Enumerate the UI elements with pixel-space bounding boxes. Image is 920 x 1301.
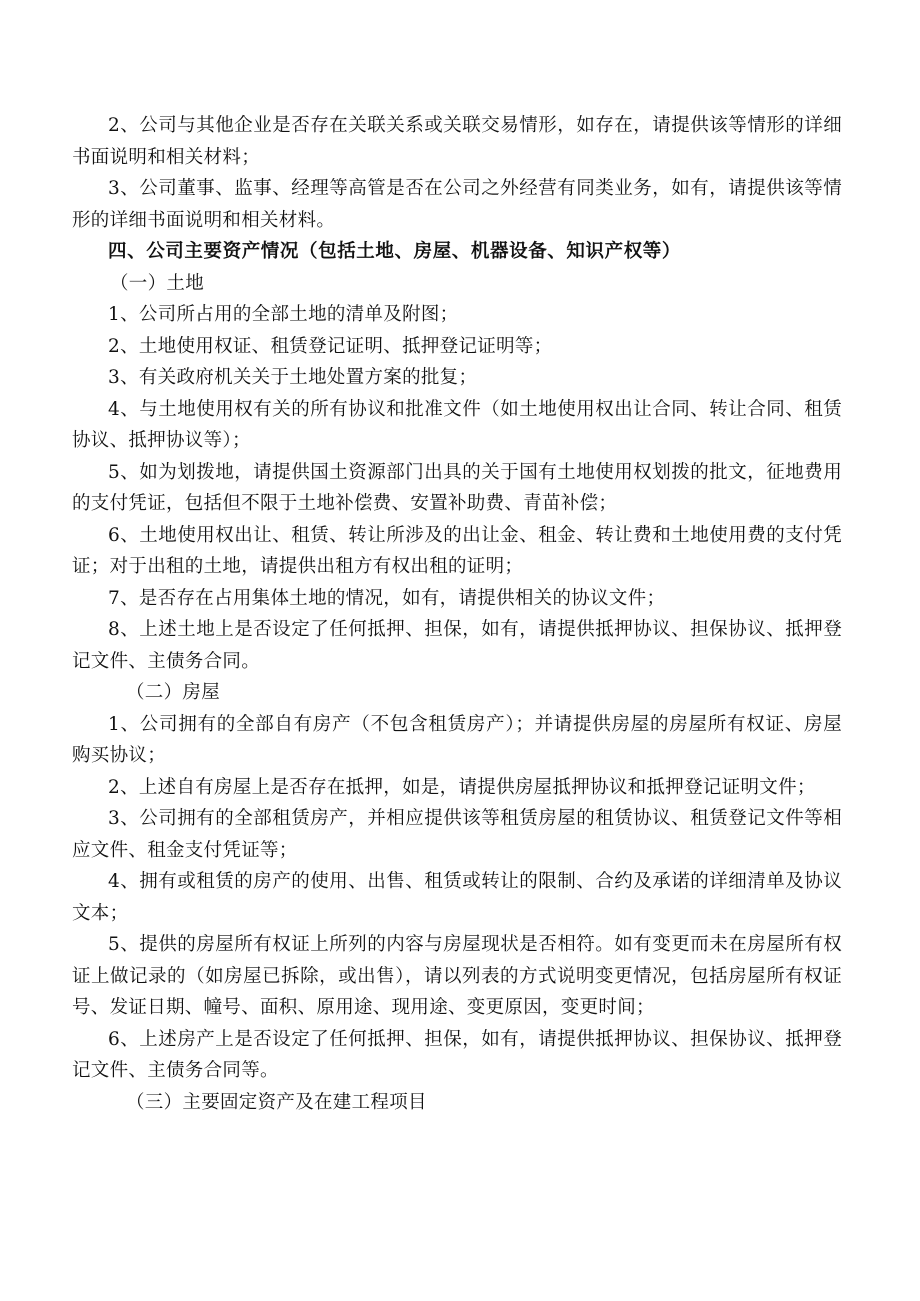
paragraph-property-mortgage: 2、上述自有房屋上是否存在抵押，如是，请提供房屋抵押协议和抵押登记证明文件； <box>108 776 816 798</box>
paragraph-owned-property: 1、公司拥有的全部自有房产（不包含租赁房产）；并请提供房屋的房屋所有权证、房屋购买协议； <box>72 713 842 766</box>
paragraph-executives-competing-business: 3、公司董事、监事、经理等高管是否在公司之外经营有同类业务，如有，请提供该等情形的详细书面说明和相关材料。 <box>72 178 842 231</box>
paragraph-property-guarantee: 6、上述房产上是否设定了任何抵押、担保，如有，请提供抵押协议、担保协议、抵押登记文件、主债务合同等。 <box>72 1028 842 1081</box>
paragraph-property-restrictions: 4、拥有或租赁的房产的使用、出售、租赁或转让的限制、合约及承诺的详细清单及协议文本； <box>72 871 842 924</box>
subsection-heading-fixed-assets: （三）主要固定资产及在建工程项目 <box>126 1091 427 1113</box>
paragraph-land-certificates: 2、土地使用权证、租赁登记证明、抵押登记证明等； <box>108 335 553 357</box>
paragraph-collective-land: 7、是否存在占用集体土地的情况，如有，请提供相关的协议文件； <box>108 587 666 609</box>
section-heading-main-assets: 四、公司主要资产情况（包括土地、房屋、机器设备、知识产权等） <box>108 241 682 262</box>
paragraph-land-mortgage: 8、上述土地上是否设定了任何抵押、担保，如有，请提供抵押协议、担保协议、抵押登记文件、主债务合同。 <box>72 619 842 672</box>
document-body <box>72 110 842 1118</box>
subsection-heading-land: （一）土地 <box>110 272 205 294</box>
subsection-heading-buildings: （二）房屋 <box>126 682 221 703</box>
paragraph-leased-property: 3、公司拥有的全部租赁房产，并相应提供该等租赁房屋的租赁协议、租赁登记文件等相应文件、租金支付凭证等； <box>72 808 842 861</box>
paragraph-land-disposal-approval: 3、有关政府机关关于土地处置方案的批复； <box>108 367 478 388</box>
paragraph-land-payment-vouchers: 6、土地使用权出让、租赁、转让所涉及的出让金、租金、转让费和土地使用费的支付凭证；对于出租的土地，请提供出租方有权出租的证明； <box>72 524 842 577</box>
paragraph-allocated-land: 5、如为划拨地，请提供国土资源部门出具的关于国有土地使用权划拨的批文，征地费用的支付凭证，包括但不限于土地补偿费、安置补助费、青苗补偿； <box>72 461 842 514</box>
paragraph-related-party-transactions: 2、公司与其他企业是否存在关联关系或关联交易情形，如存在，请提供该等情形的详细书面说明和相关材料； <box>72 115 842 168</box>
paragraph-land-list: 1、公司所占用的全部土地的清单及附图； <box>108 304 459 325</box>
paragraph-property-certificate-changes: 5、提供的房屋所有权证上所列的内容与房屋现状是否相符。如有变更而未在房屋所有权证上做记录的（如房屋已拆除，或出售），请以列表的方式说明变更情况，包括房屋所有权证号、发证日期、幢号、面积、原用途、现用途、变更原因，变更时间； <box>72 934 842 1018</box>
paragraph-land-agreements: 4、与土地使用权有关的所有协议和批准文件（如土地使用权出让合同、转让合同、租赁协议、抵押协议等）； <box>72 398 842 451</box>
